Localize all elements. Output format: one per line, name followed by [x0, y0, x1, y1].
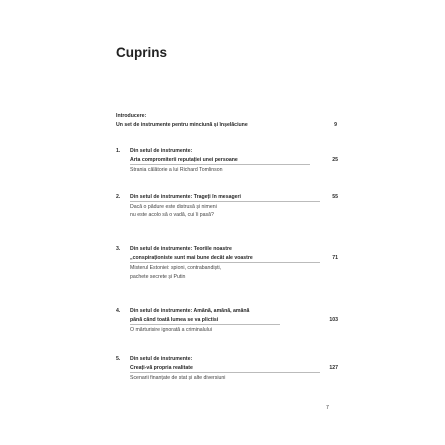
chapter-subtitle: Dacă o pădure este distrusă și nimeni — [130, 204, 217, 210]
toc-entry-2 — [116, 194, 338, 226]
chapter-subtitle: O mărturisire ignorată a criminalului — [130, 327, 212, 333]
chapter-title: până când toată lumea se va plictisi — [130, 317, 219, 323]
chapter-number: 3. — [116, 246, 121, 252]
chapter-number: 5. — [116, 356, 121, 362]
toc-entry-4 — [116, 308, 338, 342]
toc-entry-1 — [116, 148, 338, 180]
chapter-number: 2. — [116, 194, 121, 200]
chapter-heading: Din setul de instrumente: Amână, amână, amână — [130, 308, 250, 314]
intro-page-number: 9 — [334, 122, 337, 128]
divider — [130, 324, 280, 325]
chapter-subtitle: Strania călătorie a lui Richard Tomlinson — [130, 167, 223, 173]
toc-entry-5 — [116, 356, 338, 390]
chapter-subtitle: pachete secrete și Putin — [130, 274, 186, 280]
chapter-heading: Din setul de instrumente: — [130, 356, 193, 362]
page-folio: 7 — [326, 405, 329, 411]
chapter-page-number: 127 — [329, 365, 338, 371]
divider — [130, 372, 320, 373]
chapter-title: Arta compromiterii reputației unei persoane — [130, 157, 238, 163]
divider — [130, 164, 310, 165]
chapter-heading: Din setul de instrumente: Teoriile noastre — [130, 246, 232, 252]
chapter-number: 4. — [116, 308, 121, 314]
chapter-page-number: 103 — [329, 317, 338, 323]
chapter-page-number: 25 — [332, 157, 338, 163]
intro-label: Introducere: — [116, 113, 147, 119]
chapter-heading: Din setul de instrumente: Trageți în mesageri — [130, 194, 241, 200]
chapter-page-number: 55 — [332, 194, 338, 200]
chapter-title: Creați-vă propria realitate — [130, 365, 193, 371]
chapter-subtitle: Scenarii finanțate de stat și alte diversiuni — [130, 375, 226, 381]
intro-title: Un set de instrumente pentru minciună și înșelăciune — [116, 122, 248, 128]
chapter-heading: Din setul de instrumente: — [130, 148, 193, 154]
chapter-subtitle: Misterul Estoniei: spioni, contrabandiști, — [130, 265, 222, 271]
divider — [130, 262, 320, 263]
chapter-number: 1. — [116, 148, 121, 154]
chapter-title: „conspiraționiste sunt mai bune decât ale voastre — [130, 255, 253, 261]
chapter-page-number: 71 — [332, 255, 338, 261]
chapter-subtitle: nu este acolo să o vadă, cui îi pasă? — [130, 212, 214, 218]
page-title: Cuprins — [116, 45, 168, 60]
divider — [130, 201, 320, 202]
toc-entry-3 — [116, 246, 338, 288]
